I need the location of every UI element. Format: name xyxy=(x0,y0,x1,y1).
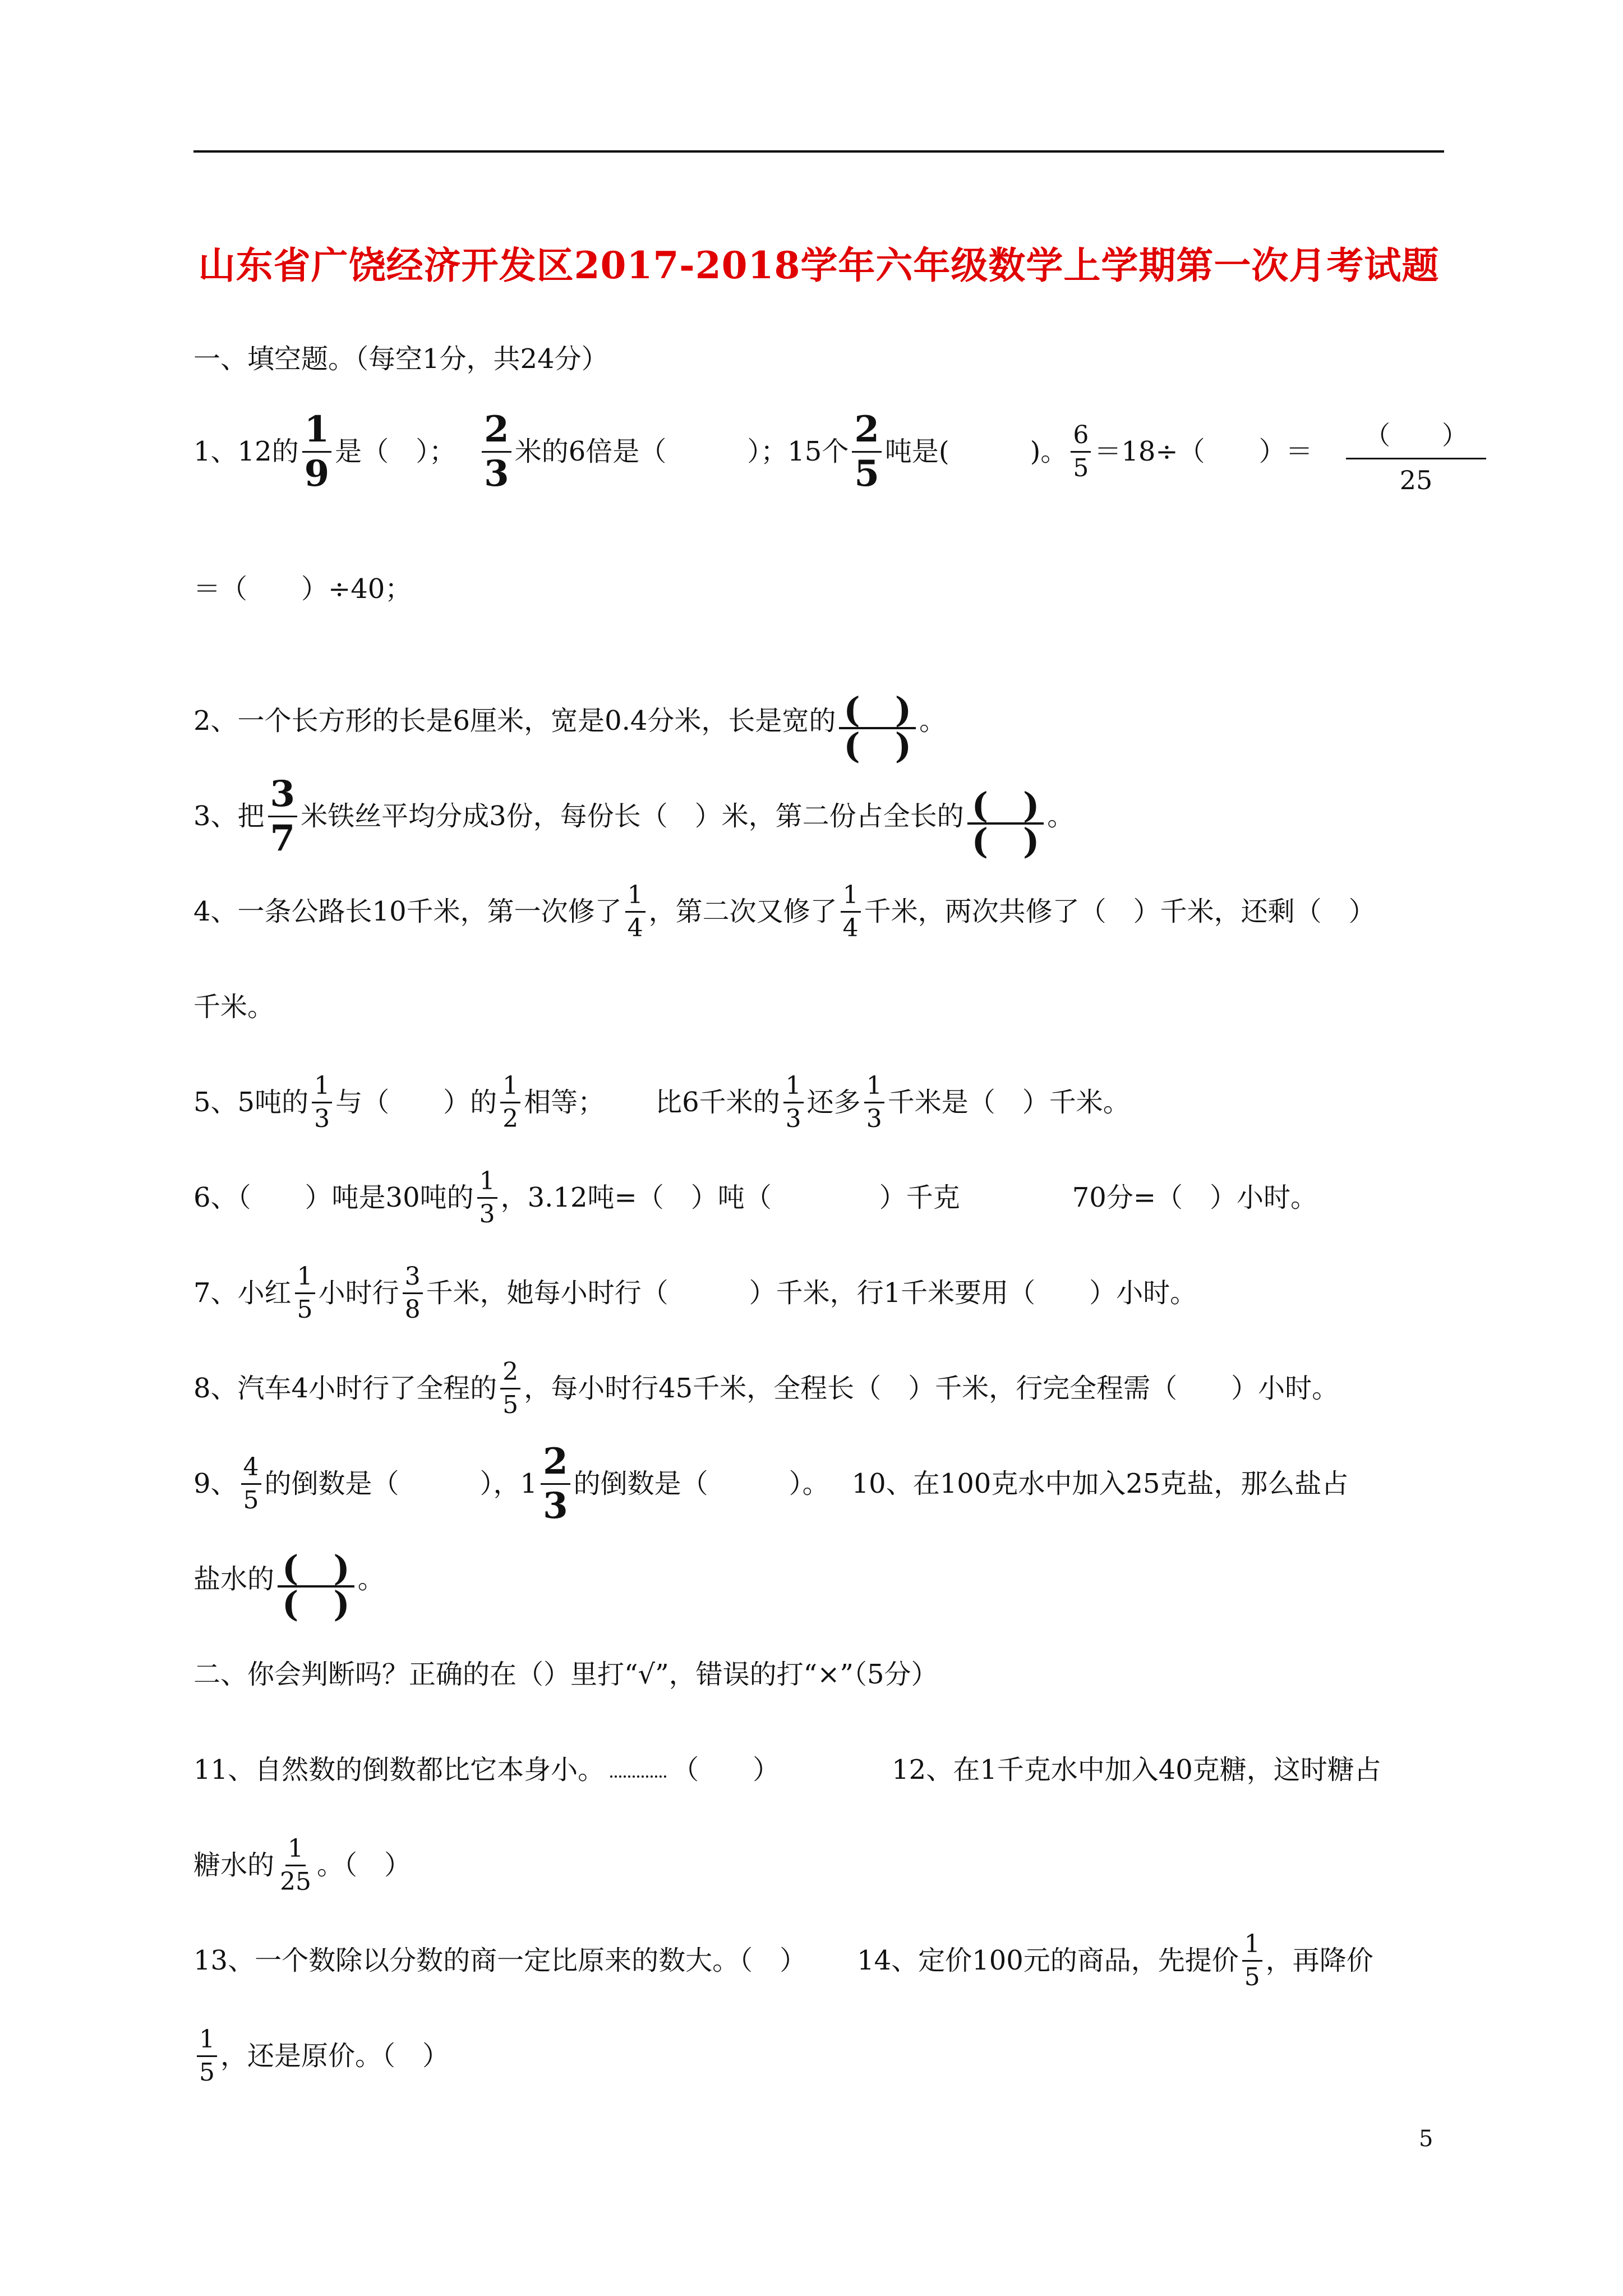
fraction-denominator: 3 xyxy=(479,1199,495,1228)
fraction-denominator: 5 xyxy=(297,1295,313,1324)
fraction-denominator: 2 xyxy=(502,1104,519,1133)
fraction-numerator: 2 xyxy=(541,1444,570,1485)
dotted-leader xyxy=(610,1775,666,1778)
section-1-label: 一、填空题。（每空1分，共24分） xyxy=(193,343,608,375)
question-8 xyxy=(193,1349,1339,1428)
fraction-numerator: 1 xyxy=(477,1169,497,1199)
fraction xyxy=(302,408,332,495)
fraction-denominator: 9 xyxy=(304,452,330,495)
q9-text-b: 的倒数是（ ），1 xyxy=(264,1468,538,1499)
question-11 xyxy=(193,1731,1381,1809)
q5-text-b: 与（ ）的 xyxy=(335,1087,497,1118)
fraction-numerator: 4 xyxy=(241,1455,261,1485)
fraction-denominator: 3 xyxy=(484,452,509,495)
fraction-numerator: 1 xyxy=(295,1264,315,1294)
fraction xyxy=(312,1071,332,1133)
q10-text: 10、在100克水中加入25克盐，那么盐占 xyxy=(851,1468,1349,1499)
q7-text-b: 小时行 xyxy=(318,1277,399,1309)
fraction-denominator: 25 xyxy=(280,1867,312,1896)
page-title: 山东省广饶经济开发区2017-2018学年六年级数学上学期第一次月考试题 xyxy=(198,243,1440,287)
page-number: 5 xyxy=(1419,2126,1433,2152)
fraction-numerator: 1 xyxy=(841,883,861,913)
q2-text: 2、一个长方形的长是6厘米，宽是0.4分米，长是宽的 xyxy=(193,705,836,737)
q4-text-a: 4、一条公路长10千米，第一次修了 xyxy=(193,896,622,927)
fraction-denominator: 4 xyxy=(842,913,859,942)
fraction-denominator: 5 xyxy=(502,1390,519,1419)
q1-text-d: 吨是( )。 xyxy=(884,436,1068,467)
fraction-numerator: 1 xyxy=(500,1074,520,1103)
fraction xyxy=(541,1440,570,1527)
q4-text-b: ，第二次又修了 xyxy=(648,896,837,927)
fraction xyxy=(403,1264,423,1322)
q6-text-c: 70分=（ ）小时。 xyxy=(1072,1182,1318,1213)
fraction xyxy=(278,1834,313,1896)
q4-text-c: 千米，两次共修了（ ）千米，还剩（ ） xyxy=(864,896,1376,927)
q8-text-a: 8、汽车4小时行了全程的 xyxy=(193,1373,497,1404)
q8-text-b: ，每小时行45千米，全程长（ ）千米，行完全程需（ ）小时。 xyxy=(524,1373,1339,1404)
q12-continuation-a: 糖水的 xyxy=(193,1849,275,1881)
fraction xyxy=(1071,420,1091,482)
blank-fraction xyxy=(967,785,1044,862)
q1-text-e: ＝18÷（ ）＝ xyxy=(1094,436,1313,467)
question-14-continued xyxy=(193,2017,449,2095)
fraction xyxy=(1242,1929,1262,1991)
fraction-numerator: （ ） xyxy=(1346,415,1486,459)
fraction-denominator: 3 xyxy=(866,1104,882,1133)
fraction-denominator: ( ) xyxy=(971,820,1040,862)
fraction-numerator: ( ) xyxy=(967,790,1044,825)
question-9 xyxy=(193,1440,1349,1527)
fraction-denominator: 5 xyxy=(1244,1962,1260,1991)
blank-fraction xyxy=(839,689,916,766)
fraction-numerator: ( ) xyxy=(839,694,916,729)
fraction xyxy=(864,1071,884,1133)
fraction xyxy=(295,1264,315,1322)
q12-text: 12、在1千克水中加入40克糖，这时糖占 xyxy=(892,1754,1381,1786)
q13-text: 13、一个数除以分数的商一定比原来的数大。（ ） xyxy=(193,1945,807,1976)
q5-text-c: 相等； xyxy=(524,1087,605,1118)
question-1 xyxy=(193,408,1313,495)
question-1-continued xyxy=(193,550,412,628)
fraction xyxy=(500,1071,520,1133)
fraction-numerator: 6 xyxy=(1071,423,1091,453)
section-1-heading xyxy=(193,320,608,398)
q1-text-b: 是（ ）； xyxy=(335,436,457,467)
q5-text-e: 还多 xyxy=(806,1087,861,1118)
q6-text-a: 6、（ ）吨是30吨的 xyxy=(193,1182,474,1213)
fraction-numerator: 1 xyxy=(625,883,645,913)
blank-fraction xyxy=(278,1548,354,1625)
q1-text-c: 米的6倍是（ ）；15个 xyxy=(514,436,849,467)
question-4-continued xyxy=(193,968,274,1046)
q12-continuation-b: 。（ ） xyxy=(317,1849,412,1881)
fraction xyxy=(783,1071,804,1133)
fraction xyxy=(852,408,882,495)
fraction-numerator: 3 xyxy=(268,776,298,817)
q4-continuation: 千米。 xyxy=(193,991,275,1023)
fraction-numerator: 1 xyxy=(312,1074,332,1103)
fraction-denominator: 7 xyxy=(270,817,296,859)
q3-text-a: 3、把 xyxy=(193,800,265,832)
question-12-continued xyxy=(193,1826,411,1904)
fraction-numerator: 1 xyxy=(302,412,332,453)
q1-text-a: 1、12的 xyxy=(193,436,299,467)
fraction-denominator: 4 xyxy=(627,913,643,942)
fraction-numerator: 1 xyxy=(285,1837,306,1866)
q1-continuation: ＝（ ）÷40； xyxy=(193,573,412,605)
fraction-numerator: 1 xyxy=(197,2027,217,2057)
question-10-continued xyxy=(193,1540,385,1625)
fraction-numerator: ( ) xyxy=(278,1553,354,1588)
fraction xyxy=(197,2024,217,2087)
section-2-label: 二、你会判断吗？正确的在（）里打“√”，错误的打“×”（5分） xyxy=(193,1659,938,1690)
question-6 xyxy=(193,1158,1317,1237)
q10-continuation: 盐水的 xyxy=(193,1563,275,1595)
question-2 xyxy=(193,682,947,766)
fraction-denominator: 3 xyxy=(314,1104,330,1133)
fraction-denominator: 3 xyxy=(785,1104,801,1133)
q3-text-b: 米铁丝平均分成3份，每份长（ ）米，第二份占全长的 xyxy=(301,800,964,832)
q5-text-d: 比6千米的 xyxy=(655,1087,780,1118)
q6-text-b: ，3.12吨=（ ）吨（ ）千克 xyxy=(500,1182,960,1213)
fraction-denominator: 5 xyxy=(854,452,879,495)
fraction-denominator: 5 xyxy=(243,1485,259,1515)
section-2-heading xyxy=(193,1635,938,1714)
fraction-numerator: 1 xyxy=(1242,1932,1262,1962)
q11-answer-box: （ ） xyxy=(672,1754,780,1786)
q11-text: 11、自然数的倒数都比它本身小。 xyxy=(193,1754,605,1786)
q7-text-c: 千米，她每小时行（ ）千米，行1千米要用（ ）小时。 xyxy=(426,1277,1197,1309)
fraction-numerator: 2 xyxy=(500,1360,520,1389)
q5-text-a: 5、5吨的 xyxy=(193,1087,309,1118)
fraction-denominator: ( ) xyxy=(843,725,912,766)
fraction xyxy=(625,880,645,942)
fraction-numerator: 1 xyxy=(783,1074,804,1103)
q14-text-a: 14、定价100元的商品，先提价 xyxy=(857,1945,1239,1976)
question-13 xyxy=(193,1921,1373,2000)
fraction-numerator: 3 xyxy=(403,1264,423,1294)
fraction-denominator: 3 xyxy=(543,1484,568,1527)
fraction-denominator: 5 xyxy=(199,2058,215,2087)
question-5 xyxy=(193,1063,1130,1142)
fraction-numerator: 2 xyxy=(482,412,511,453)
header-rule xyxy=(193,150,1444,153)
question-7 xyxy=(193,1254,1197,1332)
q2-end: 。 xyxy=(919,705,947,737)
q9-text-c: 的倒数是（ ）。 xyxy=(573,1468,829,1499)
fraction-denominator: 25 xyxy=(1399,465,1433,495)
q5-text-g: 千米是（ ）千米。 xyxy=(887,1087,1130,1118)
fraction xyxy=(241,1452,261,1515)
fraction xyxy=(477,1166,497,1228)
q3-end: 。 xyxy=(1047,800,1075,832)
fraction xyxy=(268,772,298,859)
q1-right-fraction xyxy=(1346,415,1486,495)
q14-text-b: ，再降价 xyxy=(1265,1945,1373,1976)
question-4 xyxy=(193,872,1376,951)
q7-text-a: 7、小红 xyxy=(193,1277,292,1309)
q9-text-a: 9、 xyxy=(193,1468,238,1499)
question-3 xyxy=(193,772,1075,862)
fraction-denominator: ( ) xyxy=(282,1583,350,1625)
q14-continuation: ，还是原价。（ ） xyxy=(220,2040,450,2072)
fraction-numerator: 1 xyxy=(864,1074,884,1103)
fraction-denominator: 5 xyxy=(1073,453,1089,482)
fraction xyxy=(841,880,861,942)
q10-end: 。 xyxy=(357,1563,385,1595)
fraction-denominator: 8 xyxy=(404,1295,421,1324)
fraction xyxy=(482,408,511,495)
fraction-numerator: 2 xyxy=(852,412,882,453)
fraction xyxy=(500,1357,520,1419)
